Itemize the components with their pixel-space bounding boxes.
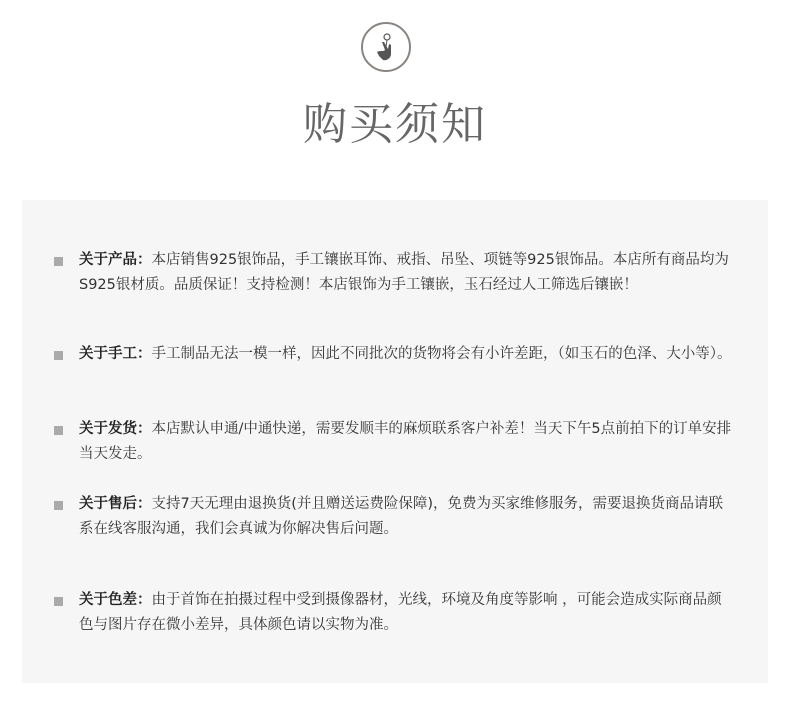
notice-text: 本店默认申通/中通快递，需要发顺丰的麻烦联系客户补差！当天下午5点前拍下的订单安排当天发走。 bbox=[79, 421, 732, 462]
notice-text: 支持7天无理由退换货(并且赠送运费险保障)，免费为买家维修服务，需要退换货商品请联系在线客服沟通，我们会真诚为你解决售后问题。 bbox=[79, 496, 724, 537]
notice-item-product bbox=[54, 248, 734, 298]
bullet-icon bbox=[54, 597, 63, 606]
notice-label: 关于色差： bbox=[79, 592, 152, 608]
page-title: 购买须知 bbox=[303, 99, 487, 150]
notice-item-after-sales bbox=[54, 492, 734, 542]
notice-label: 关于售后： bbox=[79, 496, 152, 512]
notice-item-handmade bbox=[54, 342, 734, 367]
bullet-icon bbox=[54, 426, 63, 435]
notice-text: 由于首饰在拍摄过程中受到摄像器材，光线，环境及角度等影响 ，可能会造成实际商品颜色与图片存在微小差异，具体颜色请以实物为准。 bbox=[79, 592, 722, 633]
notice-item-color-difference bbox=[54, 588, 734, 638]
bullet-icon bbox=[54, 501, 63, 510]
notice-item-shipping bbox=[54, 417, 734, 467]
notice-label: 关于产品： bbox=[79, 252, 152, 268]
bullet-icon bbox=[54, 257, 63, 266]
notice-text: 本店销售925银饰品，手工镶嵌耳饰、戒指、吊坠、项链等925银饰品。本店所有商品均为S925银材质。品质保证！支持检测！本店银饰为手工镶嵌，玉石经过人工筛选后镶嵌！ bbox=[79, 252, 729, 293]
notice-text: 手工制品无法一模一样，因此不同批次的货物将会有小许差距，（如玉石的色泽、大小等）。 bbox=[151, 346, 732, 362]
hand-holding-flower-icon bbox=[361, 22, 411, 72]
bullet-icon bbox=[54, 351, 63, 360]
notice-label: 关于手工： bbox=[79, 346, 152, 362]
purchase-notice-panel bbox=[22, 200, 768, 683]
notice-label: 关于发货： bbox=[79, 421, 152, 437]
